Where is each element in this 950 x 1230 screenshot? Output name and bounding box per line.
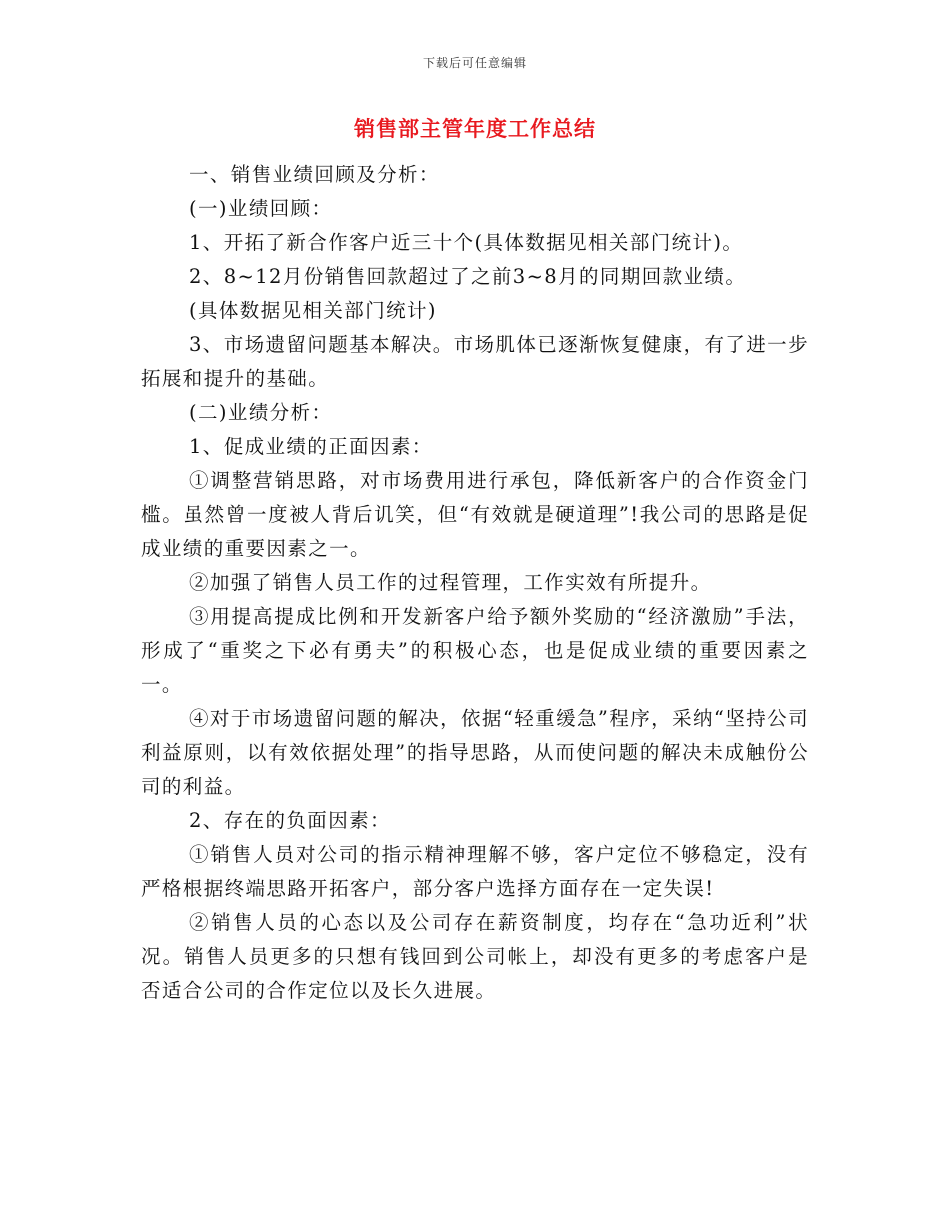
section-heading-1: 一、销售业绩回顾及分析： xyxy=(189,163,440,186)
paragraph: 3、市场遗留问题基本解决。市场肌体已逐渐恢复健康，有了进一步拓展和提升的基础。 xyxy=(141,333,809,390)
paragraph: ①调整营销思路，对市场费用进行承包，降低新客户的合作资金门槛。虽然曾一度被人背后讥笑，但“有效就是硬道理”!我公司的思路是促成业绩的重要因素之一。 xyxy=(141,469,809,560)
document-body xyxy=(141,158,809,1008)
paragraph: (具体数据见相关部门统计) xyxy=(189,299,437,322)
paragraph: 2、存在的负面因素： xyxy=(189,809,391,832)
subsection-heading-analysis: (二)业绩分析： xyxy=(189,401,333,424)
paragraph: 2、8~12月份销售回款超过了之前3~8月的同期回款业绩。 xyxy=(189,265,747,288)
paragraph: ④对于市场遗留问题的解决，依据“轻重缓急”程序，采纳“坚持公司利益原则，以有效依据处理”的指导思路，从而使问题的解决未成触份公司的利益。 xyxy=(141,707,809,798)
paragraph: ②销售人员的心态以及公司存在薪资制度，均存在“急功近利”状况。销售人员更多的只想有钱回到公司帐上，却没有更多的考虑客户是否适合公司的合作定位以及长久进展。 xyxy=(141,911,809,1002)
paragraph: ②加强了销售人员工作的过程管理，工作实效有所提升。 xyxy=(189,571,712,594)
subsection-heading-review: (一)业绩回顾： xyxy=(189,197,333,220)
paragraph: ①销售人员对公司的指示精神理解不够，客户定位不够稳定，没有严格根据终端思路开拓客户，部分客户选择方面存在一定失误! xyxy=(141,843,809,900)
paragraph: ③用提高提成比例和开发新客户给予额外奖励的“经济激励”手法，形成了“重奖之下必有勇夫”的积极心态，也是促成业绩的重要因素之一。 xyxy=(141,605,809,696)
header-note: 下载后可任意编辑 xyxy=(422,56,527,70)
paragraph: 1、开拓了新合作客户近三十个(具体数据见相关部门统计)。 xyxy=(189,231,744,254)
document-title: 销售部主管年度工作总结 xyxy=(354,117,596,141)
paragraph: 1、促成业绩的正面因素： xyxy=(189,435,433,458)
